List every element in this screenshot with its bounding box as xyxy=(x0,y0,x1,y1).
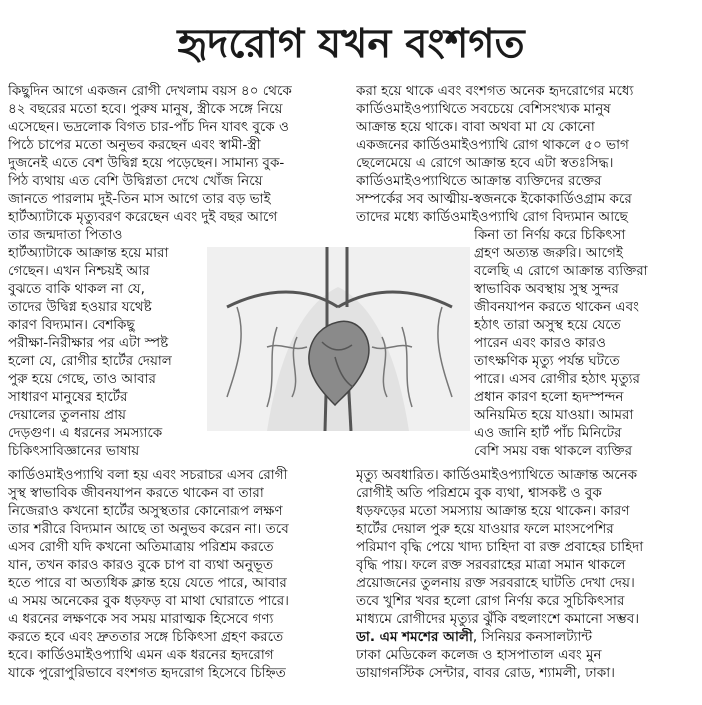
body-line: বলেছি এ রোগে আক্রান্ত ব্যক্তিরা xyxy=(474,263,648,279)
author-title: , সিনিয়র কনসালট্যান্ট xyxy=(472,629,592,645)
body-line: বুঝতে বাকি থাকল না যে, xyxy=(8,281,145,297)
author-name: ডা. এম শমশের আলী xyxy=(356,629,473,645)
body-line: কার্ডিওমাইওপ্যাথি বলা হয় এবং সচরাচর এসব রোগী xyxy=(8,467,288,483)
body-line: হার্টঅ্যাটাকে আক্রান্ত হয়ে মারা xyxy=(8,245,169,261)
body-line: প্রধান কারণ হলো হৃদস্পন্দন xyxy=(474,389,624,405)
body-line: এসেছেন। ভদ্রলোক বিগত চার-পাঁচ দিন যাবৎ বুকে ও xyxy=(8,119,289,135)
body-line: পারে। এসব রোগীর হঠাৎ মৃত্যুর xyxy=(474,371,640,387)
body-line: সম্পর্কের সব আত্মীয়-স্বজনকে ইকোকার্ডিওগ্রাম করে xyxy=(356,191,632,207)
body-line: ছেলেমেয়ে এ রোগে আক্রান্ত হবে এটা স্বতঃসিদ্ধ। xyxy=(356,155,614,171)
body-line: বৃদ্ধি পায়। ফলে রক্ত সরবরাহের মাত্রা সমান থাকলে xyxy=(356,557,626,573)
body-line: সুস্থ স্বাভাবিক জীবনযাপন করতে থাকেন বা তারা xyxy=(8,485,264,501)
body-line: পারেন এবং কারও কারও xyxy=(474,335,606,351)
body-line: তাদের উদ্বিগ্ন হওয়ার যথেষ্ট xyxy=(8,299,152,315)
body-line: ৪২ বছরের মতো হবে। পুরুষ মানুষ, স্ত্রীকে সঙ্গে নিয়ে xyxy=(8,101,283,117)
byline xyxy=(356,628,696,648)
body-line: একজনের কার্ডিওমাইওপ্যাথি রোগ থাকলে ৫০ ভাগ xyxy=(356,137,629,153)
body-line: মৃত্যু অবধারিত। কার্ডিওমাইওপ্যাথিতে আক্রান্ত অনেক xyxy=(356,467,638,483)
body-line: তার শরীরে বিদ্যমান আছে তা অনুভব করেন না। তবে xyxy=(8,521,289,537)
body-line: দেয়ালের তুলনায় প্রায় xyxy=(8,407,126,423)
body-line: বেশি সময় বন্ধ থাকলে ব্যক্তির xyxy=(474,443,632,459)
body-line: হার্টের দেয়াল পুরু হয়ে যাওয়ার ফলে মাংসপেশির xyxy=(356,521,614,537)
body-line: নিজেরাও কখনো হার্টের অসুস্থতার কোনোরূপ লক্ষণ xyxy=(8,503,283,519)
body-line: তাৎক্ষণিক মৃত্যু পর্যন্ত ঘটতে xyxy=(474,353,620,369)
body-line: প্রয়োজনের তুলনায় রক্ত সরবরাহে ঘাটতি দেখা দেয়। xyxy=(356,575,635,591)
body-line: অনিয়মিত হয়ে যাওয়া। আমরা xyxy=(474,407,634,423)
body-line: হার্টঅ্যাটাকে মৃত্যুবরণ করেছেন এবং দুই বছর আগে xyxy=(8,209,278,225)
heart-vessels-svg xyxy=(207,247,470,431)
body-line: কারণ বিদ্যমান। বেশকিছু xyxy=(8,317,135,333)
body-line: জানতে পারলাম দুই-তিন মাস আগে তার বড় ভাই xyxy=(8,191,271,207)
body-line: আক্রান্ত হয়ে থাকে। বাবা অথবা মা যে কোনো xyxy=(356,119,595,135)
body-line: সাধারণ মানুষের হার্টের xyxy=(8,389,128,405)
body-line: জীবনযাপন করতে থাকেন এবং xyxy=(474,299,639,315)
body-line: তবে খুশির খবর হলো রোগ নির্ণয় করে সুচিকিৎসার xyxy=(356,593,625,609)
body-line: এ ধরনের লক্ষণকে সব সময় মারাত্মক হিসেবে গণ্য xyxy=(8,611,274,627)
body-line: এ সময় অনেকের বুক ধড়ফড় বা মাথা ঘোরাতে পারে। xyxy=(8,593,289,609)
heart-illustration xyxy=(207,247,470,431)
body-line: এও জানি হার্ট পাঁচ মিনিটের xyxy=(474,425,622,441)
body-line: হতে পারে বা অত্যধিক ক্লান্ত হয়ে যেতে পারে, আবার xyxy=(8,575,287,591)
body-line: হবে। কার্ডিওমাইওপ্যাথি এমন এক ধরনের হৃদরোগ xyxy=(8,647,274,663)
body-line: রোগীই অতি পরিশ্রমে বুক ব্যথা, শ্বাসকষ্ট ও বুক xyxy=(356,485,602,501)
body-line: কার্ডিওমাইওপ্যাথিতে সবচেয়ে বেশিসংখ্যক মানুষ xyxy=(356,101,611,117)
body-line: হঠাৎ তারা অসুস্থ হয়ে যেতে xyxy=(474,317,621,333)
author-address: ডায়াগনস্টিক সেন্টার, বাবর রোড, শ্যামলী, ঢাকা। xyxy=(356,665,615,681)
body-line: করা হয়ে থাকে এবং বংশগত অনেক হৃদরোগের মধ্যে xyxy=(356,83,634,99)
body-line: করতে হবে এবং দ্রুততার সঙ্গে চিকিৎসা গ্রহণ করতে xyxy=(8,629,284,645)
body-line: স্বাভাবিক অবস্থায় সুস্থ সুন্দর xyxy=(474,281,619,297)
body-line: পুরু হয়ে গেছে, তাও আবার xyxy=(8,371,156,387)
body-line: এসব রোগী যদি কখনো অতিমাত্রায় পরিশ্রম করতে xyxy=(8,539,274,555)
body-line: মাধ্যমে রোগীদের মৃত্যুর ঝুঁকি বহুলাংশে কমানো সম্ভব। xyxy=(356,611,640,627)
body-line: কার্ডিওমাইওপ্যাথিতে আক্রান্ত ব্যক্তিদের রক্তের xyxy=(356,173,602,189)
body-line: তার জন্মদাতা পিতাও xyxy=(8,227,123,243)
body-line: হলো যে, রোগীর হার্টের দেয়াল xyxy=(8,353,172,369)
body-line: যান, তখন কারও কারও বুকে চাপ বা ব্যথা অনুভূত xyxy=(8,557,274,573)
author-affiliation: ঢাকা মেডিকেল কলেজ ও হাসপাতাল এবং মুন xyxy=(356,647,602,663)
body-line: পিঠে চাপের মতো অনুভব করছেন এবং স্বামী-স্ত্রী xyxy=(8,137,261,153)
body-line: তাদের মধ্যে কার্ডিওমাইওপ্যাথি রোগ বিদ্যমান আছে xyxy=(356,209,628,225)
body-line: যাকে পুরোপুরিভাবে বংশগত হৃদরোগ হিসেবে চিহ্নিত xyxy=(8,665,286,681)
body-line: ধড়ফড়ের মতো সমস্যায় আক্রান্ত হয়ে থাকেন। কারণ xyxy=(356,503,630,519)
body-line: দুজনেই এতে বেশ উদ্বিগ্ন হয়ে পড়েছেন। সামান্য বুক- xyxy=(8,155,285,171)
body-line: চিকিৎসাবিজ্ঞানের ভাষায় xyxy=(8,443,140,459)
body-line: পরীক্ষা-নিরীক্ষার পর এটা স্পষ্ট xyxy=(8,335,169,351)
body-line: গেছেন। এখন নিশ্চয়ই আর xyxy=(8,263,150,279)
body-line: গ্রহণ অত্যন্ত জরুরি। আগেই xyxy=(474,245,623,261)
article-headline: হৃদরোগ যখন বংশগত xyxy=(177,20,525,67)
body-line: কিছুদিন আগে একজন রোগী দেখলাম বয়স ৪০ থেকে xyxy=(8,83,292,99)
body-line: দেড়গুণ। এ ধরনের সমস্যাকে xyxy=(8,425,163,441)
body-line: কিনা তা নির্ণয় করে চিকিৎসা xyxy=(474,227,626,243)
body-line: পরিমাণ বৃদ্ধি পেয়ে খাদ্য চাহিদা বা রক্ত প্রবাহের চাহিদা xyxy=(356,539,644,555)
body-line: পিঠ ব্যথায় এত বেশি উদ্বিগ্নতা দেখে খোঁজ নিয়ে xyxy=(8,173,263,189)
